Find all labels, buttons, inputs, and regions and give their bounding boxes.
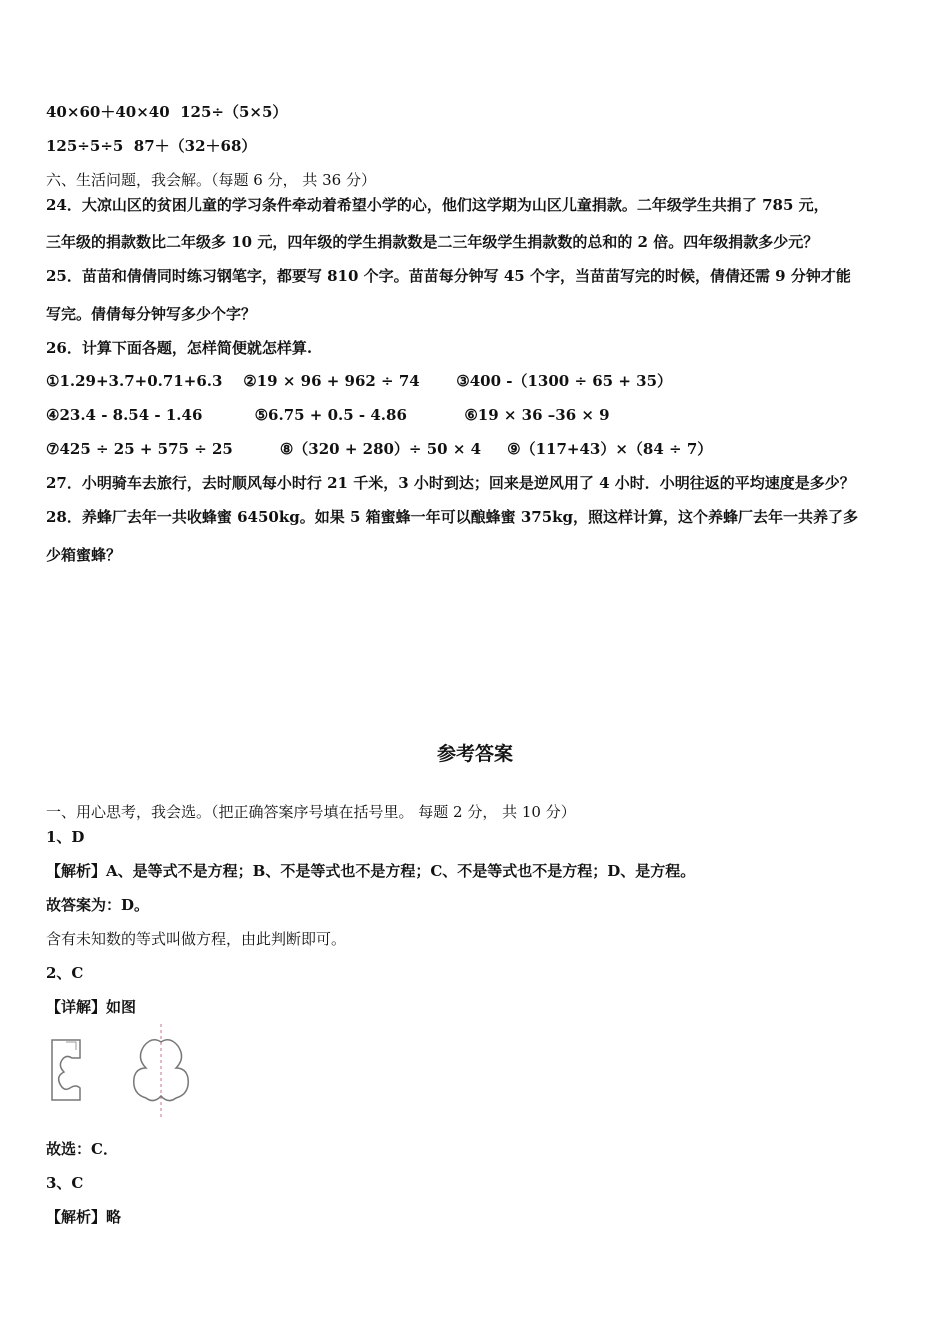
question-25-line-2: 写完。倩倩每分钟写多少个字？ [46,305,257,323]
answer-3-analysis: 【解析】略 [46,1208,122,1226]
section-6-heading: 六、生活问题，我会解。（每题 6 分， 共 36 分） [46,171,376,189]
symmetric-clover-figure [128,1024,194,1124]
answer-2-detail: 【详解】如图 [46,998,137,1016]
question-26-row-1: ①1.29+3.7+0.71+6.3 ②19 × 96 + 962 ÷ 74 ③400 -（1300 ÷ 65 + 35） [46,372,673,390]
answer-1-analysis: 【解析】A、是等式不是方程；B、不是等式也不是方程；C、不是等式也不是方程；D、是方程。 [46,862,696,880]
answer-1-conclusion: 故答案为：D。 [46,896,150,914]
question-24-line-2: 三年级的捐款数比二年级多 10 元，四年级的学生捐款数是二三年级学生捐款数的总和的 2 倍。四年级捐款多少元？ [46,233,819,251]
question-26-intro: 26．计算下面各题，怎样简便就怎样算. [46,339,313,357]
answer-2-head: 2、C [46,964,84,982]
answer-2-conclusion: 故选：C． [46,1140,118,1158]
question-28-line-1: 28．养蜂厂去年一共收蜂蜜 6450kg。如果 5 箱蜜蜂一年可以酿蜂蜜 375kg，照这样计算，这个养蜂厂去年一共养了多 [46,508,859,526]
half-shape-figure [46,1036,86,1106]
answers-section-1-heading: 一、用心思考，我会选。（把正确答案序号填在括号里。 每题 2 分， 共 10 分） [46,803,576,821]
question-28-line-2: 少箱蜜蜂？ [46,546,122,564]
question-26-row-3: ⑦425 ÷ 25 + 575 ÷ 25 ⑧（320 + 280）÷ 50 × 4 ⑨（117+43）×（84 ÷ 7） [46,440,713,458]
question-25-line-1: 25．苗苗和倩倩同时练习钢笔字，都要写 810 个字。苗苗每分钟写 45 个字，当苗苗写完的时候，倩倩还需 9 分钟才能 [46,267,851,285]
question-27-line-1: 27．小明骑车去旅行，去时顺风每小时行 21 千米，3 小时到达；回来是逆风用了 4 小时．小明往返的平均速度是多少？ [46,474,855,492]
answer-1-note: 含有未知数的等式叫做方程，由此判断即可。 [46,930,347,948]
answer-1-head: 1、D [46,828,85,846]
calc-row-2: 125÷5÷5 87＋（32＋68） [46,137,257,155]
question-24-line-1: 24．大凉山区的贫困儿童的学习条件牵动着希望小学的心，他们这学期为山区儿童捐款。二年级学生共捐了 785 元， [46,196,829,214]
question-26-row-2: ④23.4 - 8.54 - 1.46 ⑤6.75 + 0.5 - 4.86 ⑥19 × 36 –36 × 9 [46,406,610,424]
answers-title: 参考答案 [436,743,513,765]
answer-3-head: 3、C [46,1174,84,1192]
calc-row-1: 40×60＋40×40 125÷（5×5） [46,103,288,121]
